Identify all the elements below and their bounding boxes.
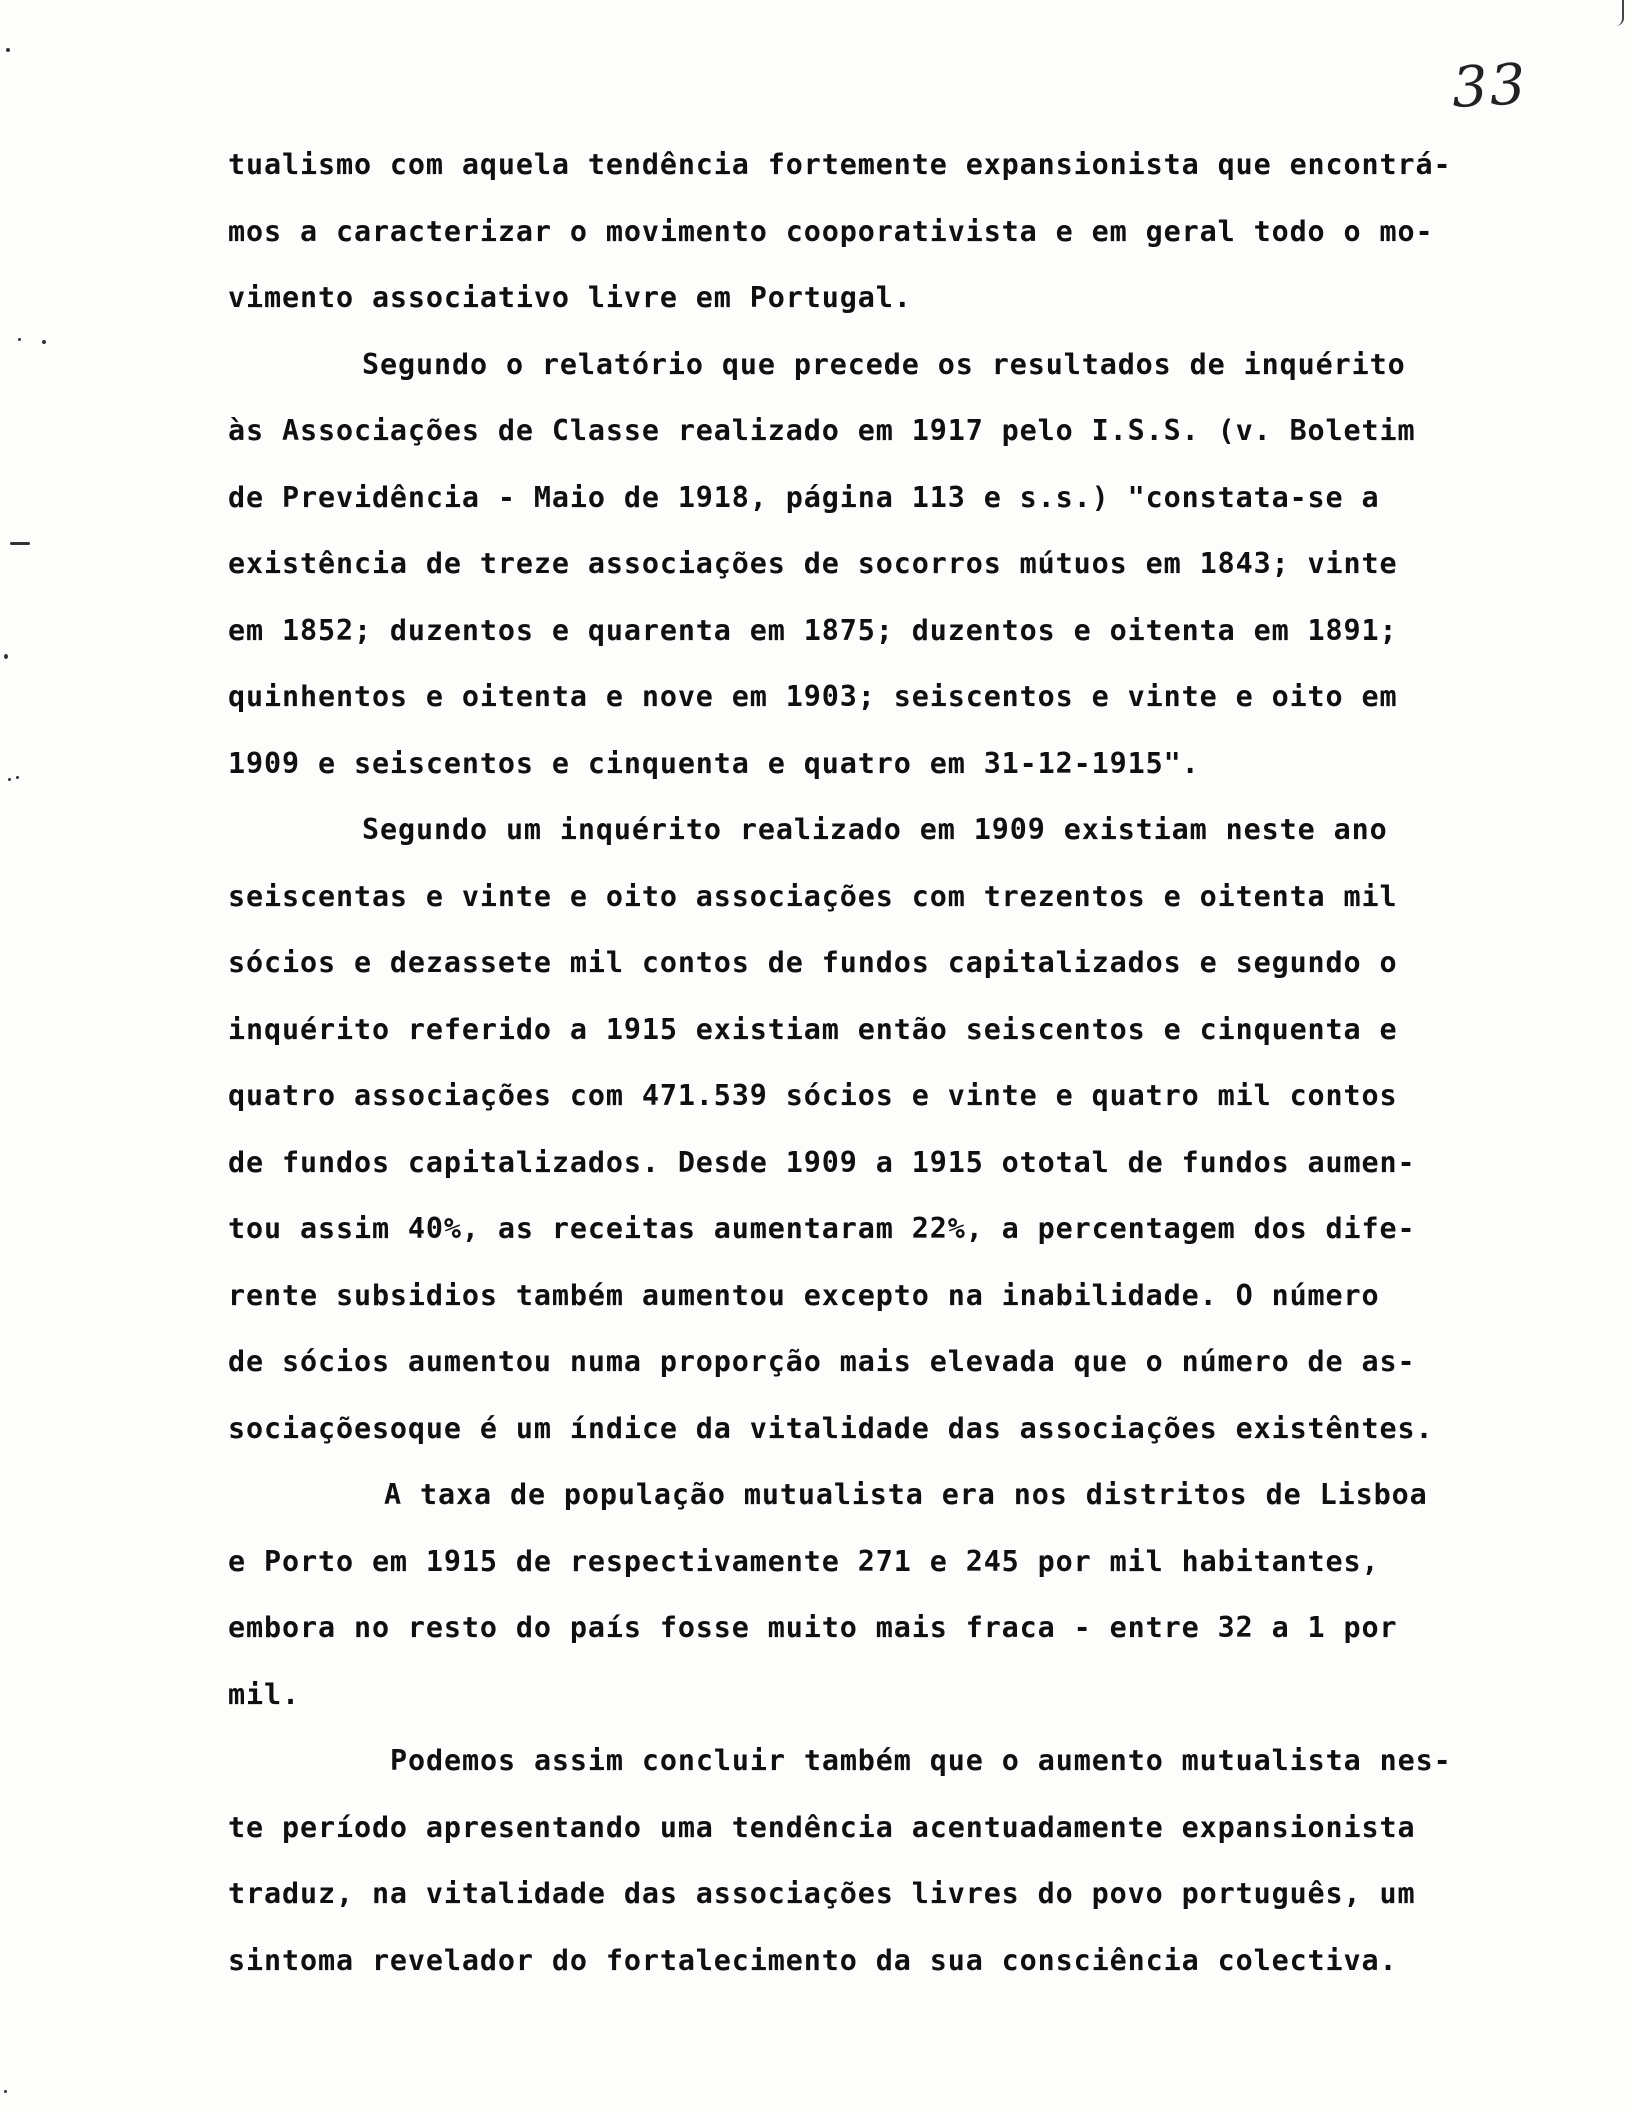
text-line: tou assim 40%, as receitas aumentaram 22%, a percentagem dos dife- xyxy=(228,1212,1416,1245)
text-line: Podemos assim concluir também que o aumento mutualista nes- xyxy=(390,1744,1452,1777)
body-text xyxy=(228,132,1568,1994)
text-line: 1909 e seiscentos e cinquenta e quatro em 31-12-1915". xyxy=(228,746,1200,780)
page-number: 33 xyxy=(1450,52,1529,121)
text-line: existência de treze associações de socorros mútuos em 1843; vinte xyxy=(228,547,1398,580)
text-line: inquérito referido a 1915 existiam então seiscentos e cinquenta e xyxy=(228,1012,1398,1046)
text-line: quatro associações com 471.539 sócios e vinte e quatro mil contos xyxy=(228,1079,1398,1112)
margin-dot xyxy=(16,776,19,779)
margin-dot xyxy=(18,338,21,341)
margin-dot xyxy=(4,2090,7,2093)
text-line: seiscentas e vinte e oito associações com trezentos e oitenta mil xyxy=(228,879,1398,913)
margin-dot xyxy=(6,48,10,52)
text-line: de Previdência - Maio de 1918, página 113 e s.s.) "constata-se a xyxy=(228,480,1380,514)
text-line: tualismo com aquela tendência fortemente expansionista que encontrá- xyxy=(228,148,1452,181)
text-line: rente subsidios também aumentou excepto na inabilidade. O número xyxy=(228,1278,1380,1312)
text-line: traduz, na vitalidade das associações livres do povo português, um xyxy=(228,1877,1416,1910)
margin-dash xyxy=(10,542,30,545)
text-line: mos a caracterizar o movimento cooporativista e em geral todo o mo- xyxy=(228,214,1434,248)
text-line: de fundos capitalizados. Desde 1909 a 1915 ototal de fundos aumen- xyxy=(228,1145,1416,1179)
text-line: em 1852; duzentos e quarenta em 1875; duzentos e oitenta em 1891; xyxy=(228,613,1398,647)
text-line: e Porto em 1915 de respectivamente 271 e 245 por mil habitantes, xyxy=(228,1544,1380,1578)
text-line: às Associações de Classe realizado em 1917 pelo I.S.S. (v. Boletim xyxy=(228,414,1416,447)
text-line: sócios e dezassete mil contos de fundos capitalizados e segundo o xyxy=(228,946,1398,979)
text-line: te período apresentando uma tendência acentuadamente expansionista xyxy=(228,1810,1416,1844)
left-margin-marks xyxy=(0,0,40,2112)
text-line: embora no resto do país fosse muito mais fraca - entre 32 a 1 por xyxy=(228,1611,1398,1644)
corner-mark xyxy=(1614,0,1624,26)
text-line: A taxa de população mutualista era nos distritos de Lisboa xyxy=(384,1478,1428,1511)
text-line: quinhentos e oitenta e nove em 1903; seiscentos e vinte e oito em xyxy=(228,680,1398,713)
text-line: vimento associativo livre em Portugal. xyxy=(228,281,912,314)
text-line: de sócios aumentou numa proporção mais elevada que o número de as- xyxy=(228,1345,1416,1378)
margin-dot xyxy=(4,654,8,659)
margin-dot xyxy=(8,778,11,781)
text-line: Segundo o relatório que precede os resultados de inquérito xyxy=(362,347,1406,381)
text-line: Segundo um inquérito realizado em 1909 existiam neste ano xyxy=(362,813,1388,846)
text-line: mil. xyxy=(228,1677,300,1711)
text-line: sintoma revelador do fortalecimento da sua consciência colectiva. xyxy=(228,1943,1398,1977)
text-line: sociaçõesoque é um índice da vitalidade das associações existêntes. xyxy=(228,1411,1434,1445)
margin-dot xyxy=(42,340,46,344)
